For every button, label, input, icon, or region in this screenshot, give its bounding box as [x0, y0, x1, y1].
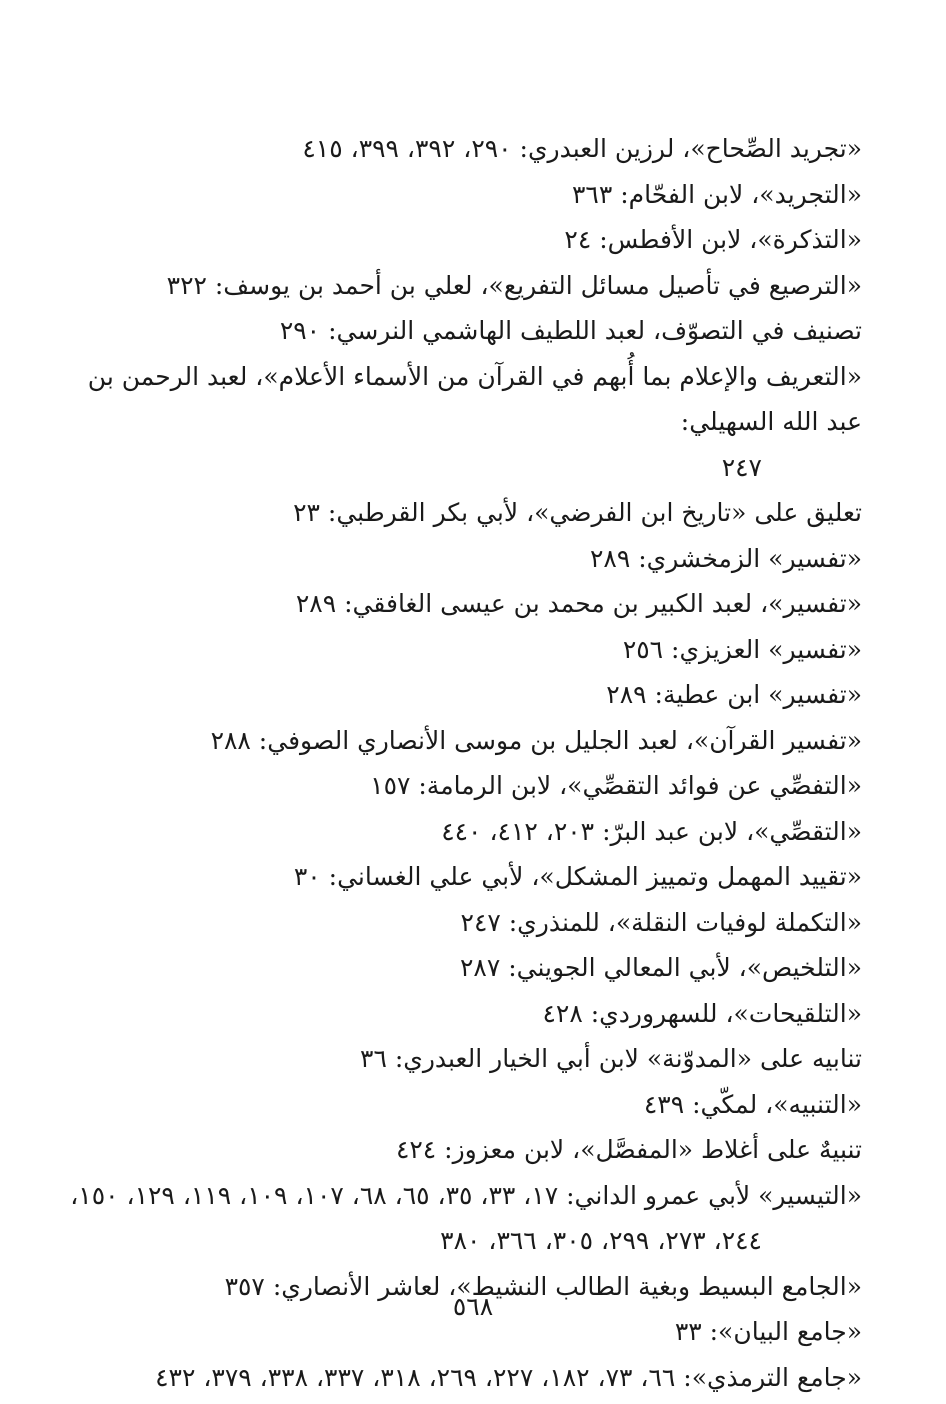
- index-entry: [60, 354, 862, 491]
- index-entry: [60, 1082, 862, 1128]
- index-entry: [60, 1173, 862, 1264]
- entry-text: تصنيف في التصوّف، لعبد اللطيف الهاشمي النرسي: ٢٩٠: [279, 316, 862, 345]
- index-entry: [60, 809, 862, 855]
- entry-text: تنبيهٌ على أغلاط «المفصَّل»، لابن معزوز: ٤٢٤: [395, 1135, 862, 1164]
- index-entry: [60, 627, 862, 673]
- index-entry: [60, 308, 862, 354]
- index-entry: [60, 718, 862, 764]
- entry-text: «جامع الترمذي»: ٦٦، ٧٣، ١٨٢، ٢٢٧، ٢٦٩، ٣١٨، ٣٣٧، ٣٣٨، ٣٧٩، ٤٣٢: [155, 1362, 862, 1392]
- entry-text: «تفسير» العزيزي: ٢٥٦: [622, 634, 862, 664]
- index-entry: [60, 172, 862, 218]
- index-entry: [60, 763, 862, 809]
- page-number: ٥٦٨: [452, 1292, 494, 1321]
- entry-continuation: ٢٤٧: [721, 452, 762, 482]
- entry-text: «الجامع البسيط وبغية الطالب النشيط»، لعاشر الأنصاري: ٣٥٧: [224, 1271, 862, 1301]
- index-entry: [60, 900, 862, 946]
- index-entry: [60, 581, 862, 627]
- entry-text: «التفصِّي عن فوائد التقصِّي»، لابن الرمامة: ١٥٧: [370, 771, 862, 800]
- index-entry: [60, 536, 862, 582]
- entry-continuation: ٢٤٤، ٢٧٣، ٢٩٩، ٣٠٥، ٣٦٦، ٣٨٠: [440, 1226, 762, 1255]
- entry-text: «التلقيحات»، للسهروردي: ٤٢٨: [542, 998, 862, 1028]
- entry-text: «التجريد»، لابن الفحّام: ٣٦٣: [571, 179, 862, 209]
- entry-text: «تفسير القرآن»، لعبد الجليل بن موسى الأنصاري الصوفي: ٢٨٨: [210, 725, 862, 755]
- index-entry: [60, 854, 862, 900]
- entry-text: «التذكرة»، لابن الأفطس: ٢٤: [564, 225, 862, 254]
- entry-text: تعليق على «تاريخ ابن الفرضي»، لأبي بكر القرطبي: ٢٣: [293, 498, 862, 527]
- entry-text: «تجريد الصِّحاح»، لرزين العبدري: ٢٩٠، ٣٩٢، ٣٩٩، ٤١٥: [302, 134, 862, 163]
- index-entry: [60, 490, 862, 536]
- entry-text: «التكملة لوفيات النقلة»، للمنذري: ٢٤٧: [460, 907, 862, 937]
- entry-text: «تفسير» الزمخشري: ٢٨٩: [590, 543, 862, 573]
- index-entry: [60, 263, 862, 309]
- index-entry: [60, 945, 862, 991]
- entry-text: «التعريف والإعلام بما أُبهم في القرآن من الأسماء الأعلام»، لعبد الرحمن بن عبد الله السهيلي:: [87, 361, 862, 436]
- index-entry: [60, 217, 862, 263]
- entry-text: «جامع البيان»: ٣٣: [674, 1317, 862, 1346]
- index-entry: [60, 1355, 862, 1401]
- entry-text: «التقصِّي»، لابن عبد البرّ: ٢٠٣، ٤١٢، ٤٤٠: [441, 816, 862, 846]
- index-entry: [60, 126, 862, 172]
- entry-text: «تقييد المهمل وتمييز المشكل»، لأبي علي الغساني: ٣٠: [293, 862, 862, 891]
- index-entry: [60, 991, 862, 1037]
- index-page: [60, 126, 862, 1400]
- entry-text: «الترصيع في تأصيل مسائل التفريع»، لعلي بن أحمد بن يوسف: ٣٢٢: [166, 270, 862, 300]
- entry-text: «التنبيه»، لمكّي: ٤٣٩: [643, 1089, 862, 1119]
- index-entry: [60, 1036, 862, 1082]
- entry-text: «التيسير» لأبي عمرو الداني: ١٧، ٣٣، ٣٥، ٦٥، ٦٨، ١٠٧، ١٠٩، ١١٩، ١٢٩، ١٥٠،: [70, 1180, 862, 1210]
- entry-text: تنابيه على «المدوّنة» لابن أبي الخيار العبدري: ٣٦: [360, 1044, 862, 1073]
- entry-text: «تفسير» ابن عطية: ٢٨٩: [606, 680, 862, 709]
- index-entry: [60, 672, 862, 718]
- index-entry: [60, 1127, 862, 1173]
- entry-text: «التلخيص»، لأبي المعالي الجويني: ٢٨٧: [459, 953, 862, 982]
- entry-text: «تفسير»، لعبد الكبير بن محمد بن عيسى الغافقي: ٢٨٩: [295, 589, 862, 618]
